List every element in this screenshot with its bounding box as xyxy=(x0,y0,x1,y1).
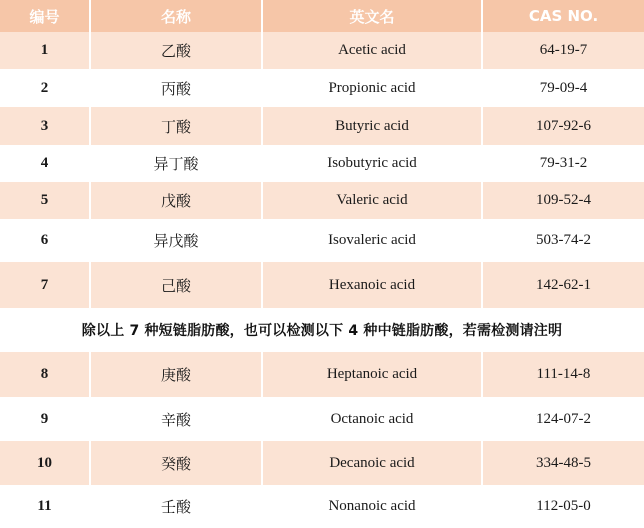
row-number: 8 xyxy=(0,352,90,397)
row-number: 6 xyxy=(0,219,90,262)
table-header xyxy=(0,0,644,32)
header-cas-number: CAS NO. xyxy=(482,0,644,32)
row-cas-number: 112-05-0 xyxy=(482,485,644,528)
row-chinese-name: 壬酸 xyxy=(90,485,262,528)
row-chinese-name: 丁酸 xyxy=(90,107,262,145)
row-chinese-name: 异戊酸 xyxy=(90,219,262,262)
row-cas-number: 503-74-2 xyxy=(482,219,644,262)
row-number: 4 xyxy=(0,145,90,182)
row-chinese-name: 戊酸 xyxy=(90,182,262,219)
row-chinese-name: 己酸 xyxy=(90,262,262,308)
note-row xyxy=(0,308,644,352)
table-row xyxy=(0,182,644,219)
row-number: 10 xyxy=(0,441,90,485)
row-english-name: Heptanoic acid xyxy=(262,352,482,397)
table-row xyxy=(0,145,644,182)
row-number: 11 xyxy=(0,485,90,528)
table-row xyxy=(0,441,644,485)
row-chinese-name: 异丁酸 xyxy=(90,145,262,182)
row-cas-number: 124-07-2 xyxy=(482,397,644,441)
medium-chain-note: 除以上 7 种短链脂肪酸，也可以检测以下 4 种中链脂肪酸，若需检测请注明 xyxy=(0,308,644,352)
row-chinese-name: 癸酸 xyxy=(90,441,262,485)
row-cas-number: 79-31-2 xyxy=(482,145,644,182)
row-chinese-name: 乙酸 xyxy=(90,32,262,69)
header-chinese-name: 名称 xyxy=(90,0,262,32)
table-row xyxy=(0,262,644,308)
table-body xyxy=(0,32,644,528)
row-number: 3 xyxy=(0,107,90,145)
row-cas-number: 107-92-6 xyxy=(482,107,644,145)
row-cas-number: 79-09-4 xyxy=(482,69,644,107)
row-cas-number: 334-48-5 xyxy=(482,441,644,485)
row-english-name: Nonanoic acid xyxy=(262,485,482,528)
table-row xyxy=(0,397,644,441)
table-row xyxy=(0,69,644,107)
header-english-name: 英文名 xyxy=(262,0,482,32)
table-row xyxy=(0,352,644,397)
row-number: 2 xyxy=(0,69,90,107)
row-number: 5 xyxy=(0,182,90,219)
row-cas-number: 109-52-4 xyxy=(482,182,644,219)
row-cas-number: 111-14-8 xyxy=(482,352,644,397)
row-english-name: Propionic acid xyxy=(262,69,482,107)
row-cas-number: 64-19-7 xyxy=(482,32,644,69)
row-chinese-name: 丙酸 xyxy=(90,69,262,107)
row-english-name: Hexanoic acid xyxy=(262,262,482,308)
row-english-name: Butyric acid xyxy=(262,107,482,145)
row-number: 1 xyxy=(0,32,90,69)
row-english-name: Octanoic acid xyxy=(262,397,482,441)
table-row xyxy=(0,485,644,528)
row-number: 9 xyxy=(0,397,90,441)
header-number: 编号 xyxy=(0,0,90,32)
table-row xyxy=(0,107,644,145)
row-chinese-name: 辛酸 xyxy=(90,397,262,441)
table-row xyxy=(0,32,644,69)
row-english-name: Decanoic acid xyxy=(262,441,482,485)
row-english-name: Isovaleric acid xyxy=(262,219,482,262)
row-number: 7 xyxy=(0,262,90,308)
row-english-name: Acetic acid xyxy=(262,32,482,69)
row-cas-number: 142-62-1 xyxy=(482,262,644,308)
row-chinese-name: 庚酸 xyxy=(90,352,262,397)
row-english-name: Isobutyric acid xyxy=(262,145,482,182)
table-row xyxy=(0,219,644,262)
row-english-name: Valeric acid xyxy=(262,182,482,219)
